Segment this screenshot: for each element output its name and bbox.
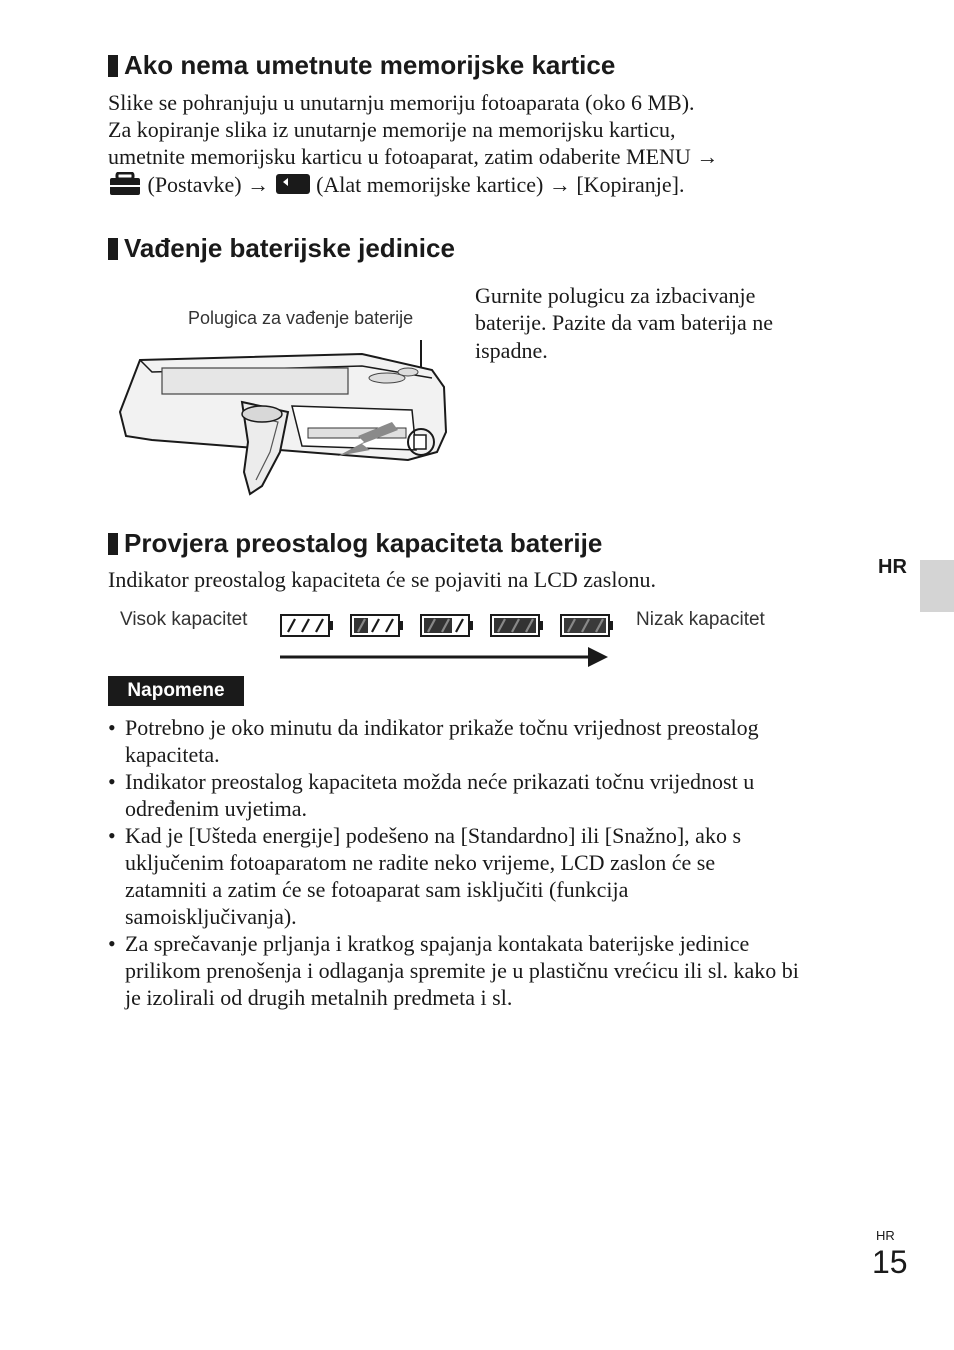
battery-icon-empty-red [560, 613, 614, 638]
notes-list [108, 714, 868, 1011]
battery-icon-full [280, 613, 334, 638]
battery-icon-two-thirds [350, 613, 404, 638]
paragraph-line: Gurnite polugicu za izbacivanje [475, 283, 756, 308]
note-line: zatamniti a zatim će se fotoaparat sam isključiti (funkcija [125, 877, 629, 902]
high-capacity-label: Visok kapacitet [120, 609, 248, 630]
battery-terminal [539, 621, 543, 630]
toolbox-icon [108, 172, 142, 202]
note-line: je izolirali od drugih metalnih predmeta i sl. [125, 985, 513, 1010]
battery-terminal [329, 621, 333, 630]
notes-badge: Napomene [108, 676, 244, 706]
battery-terminal [399, 621, 403, 630]
note-line: Za sprečavanje prljanja i kratkog spajanja kontakata baterijske jedinice [125, 931, 750, 956]
low-capacity-label: Nizak kapacitet [636, 609, 765, 630]
note-line: samoisključivanja). [125, 904, 297, 929]
battery-icon-one-third [420, 613, 474, 638]
language-label: HR [878, 556, 907, 578]
paragraph-line: umetnite memorijsku karticu u fotoaparat, zatim odaberite MENU → [108, 144, 719, 169]
footer-language: HR [876, 1228, 895, 1243]
section-heading-remove-battery [108, 233, 455, 263]
paragraph-line: baterije. Pazite da vam baterija ne [475, 310, 774, 335]
note-line: Indikator preostalog kapaciteta možda neće prikazati točnu vrijednost u [125, 769, 755, 794]
language-tab [920, 560, 954, 612]
paragraph-line: Slike se pohranjuju u unutarnju memoriju fotoaparata (oko 6 MB). [108, 90, 695, 115]
battery-icon-empty [490, 613, 544, 638]
section-heading-battery-check [108, 528, 602, 558]
camera-battery-illustration [112, 332, 452, 498]
paragraph-line: ispadne. [475, 338, 548, 363]
note-line: prilikom prenošenja i odlaganja spremite je u plastičnu vrećicu ili sl. kako bi [125, 958, 799, 983]
paragraph-line: Indikator preostalog kapaciteta će se pojaviti na LCD zaslonu. [108, 567, 656, 592]
heading-marker [108, 533, 118, 555]
paragraph-line: Za kopiranje slika iz unutarnje memorije na memorijsku karticu, [108, 117, 676, 142]
battery-terminal [469, 621, 473, 630]
heading-text: Provjera preostalog kapaciteta baterije [124, 528, 603, 558]
page-number: 15 [872, 1244, 908, 1280]
settings-text: (Postavke) → [147, 172, 270, 197]
battery-terminal [609, 621, 613, 630]
heading-text: Ako nema umetnute memorijske kartice [124, 50, 616, 80]
card-tool-text: (Alat memorijske kartice) → [Kopiranje]. [316, 172, 685, 197]
paragraph-line [108, 171, 684, 202]
note-item: • Indikator preostalog kapaciteta možda neće prikazati točnu vrijednost u određenim uvjetima. [108, 768, 868, 822]
capacity-arrow [280, 645, 610, 669]
note-line: Kad je [Ušteda energije] podešeno na [Standardno] ili [Snažno], ako s [125, 823, 742, 848]
note-line: kapaciteta. [125, 742, 220, 767]
memory-card-icon [275, 172, 311, 202]
note-item: • Kad je [Ušteda energije] podešeno na [Standardno] ili [Snažno], ako s uključenim fotoaparatom ne radite neko vrijeme, LCD zaslon će se zatamniti a zatim će se fotoaparat sam isključiti (funkcija samoisključivanja). [108, 822, 868, 930]
heading-marker [108, 55, 118, 77]
section-heading-no-card [108, 50, 615, 80]
note-item: • Potrebno je oko minutu da indikator prikaže točnu vrijednost preostalog kapaciteta. [108, 714, 868, 768]
note-item: • Za sprečavanje prljanja i kratkog spajanja kontakata baterijske jedinice prilikom prenošenja i odlaganja spremite je u plastičnu vrećicu ili sl. kako bi je izolirali od drugih metalnih predmeta i sl. [108, 930, 868, 1011]
callout-label: Polugica za vađenje baterije [188, 308, 414, 328]
note-line: Potrebno je oko minutu da indikator prikaže točnu vrijednost preostalog [125, 715, 759, 740]
heading-marker [108, 238, 118, 260]
note-line: određenim uvjetima. [125, 796, 308, 821]
note-line: uključenim fotoaparatom ne radite neko vrijeme, LCD zaslon će se [125, 850, 716, 875]
heading-text: Vađenje baterijske jedinice [124, 233, 455, 263]
